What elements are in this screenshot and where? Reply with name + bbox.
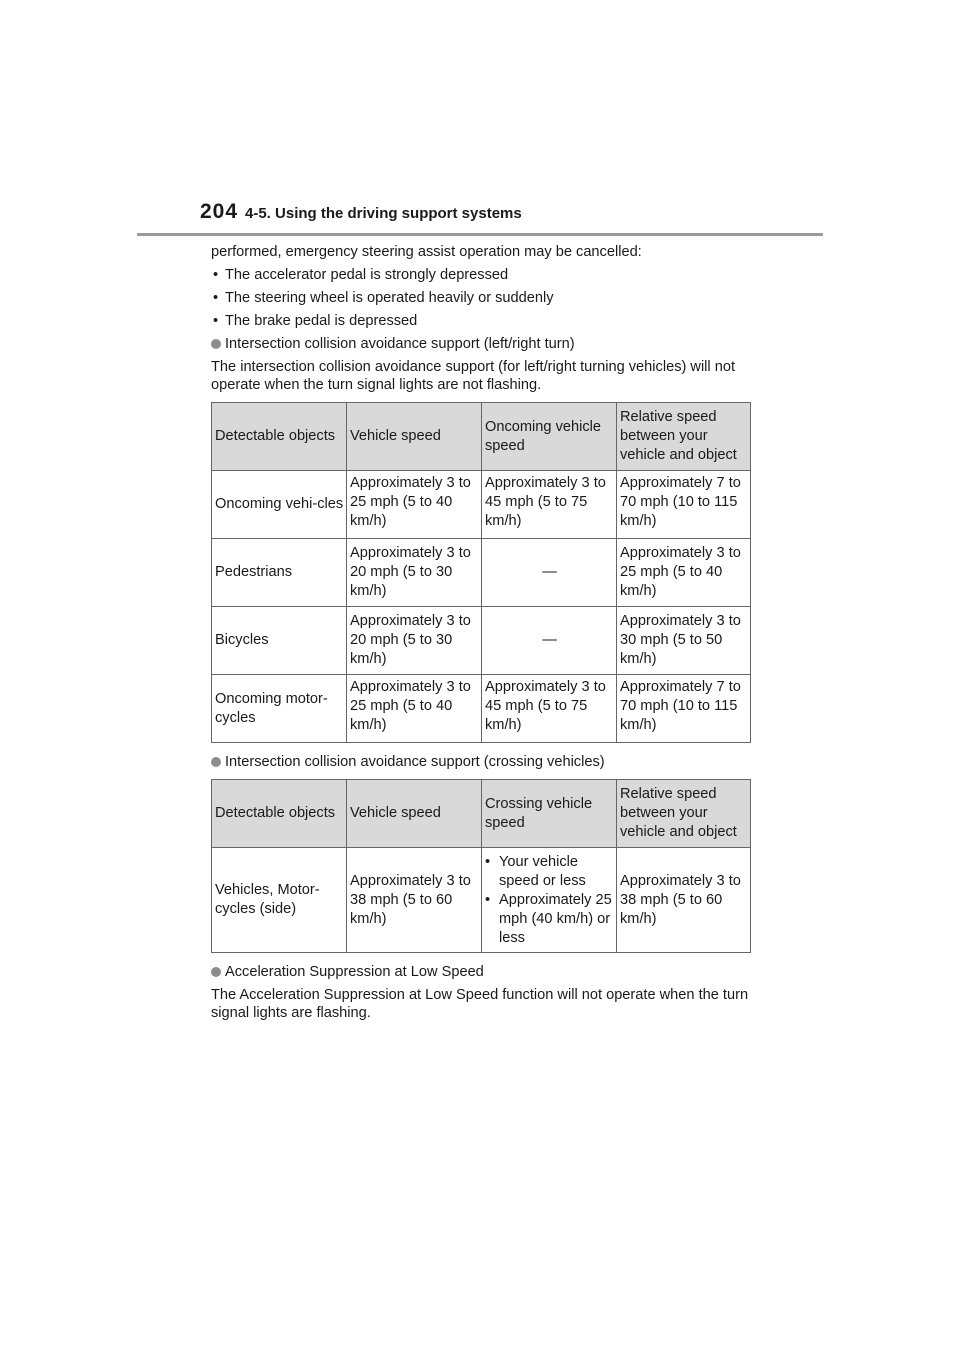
table-row (212, 848, 751, 953)
turn-support-table (211, 402, 751, 743)
bullet-icon: • (213, 290, 219, 306)
column-header: Crossing vehicle speed (482, 780, 617, 848)
list-item: • Approximately 25 mph (40 km/h) or less (485, 891, 614, 948)
table-cell: Approximately 3 to 38 mph (5 to 60 km/h) (617, 848, 751, 953)
column-header: Relative speed between your vehicle and object (617, 403, 751, 471)
section-heading-acceleration-suppression: Acceleration Suppression at Low Speed (211, 963, 751, 981)
table-cell: Approximately 3 to 20 mph (5 to 30 km/h) (347, 607, 482, 675)
column-header: Detectable objects (212, 780, 347, 848)
section-description: The intersection collision avoidance support (for left/right turning vehicles) will not operate when the turn signal lights are not flashing. (211, 359, 736, 393)
header-divider (137, 233, 823, 236)
table-cell: Approximately 3 to 45 mph (5 to 75 km/h) (482, 471, 617, 539)
circle-bullet-icon (211, 967, 221, 977)
table-header-row (212, 780, 751, 848)
list-item: • The brake pedal is depressed (213, 313, 418, 329)
section-heading-left-right-turn: Intersection collision avoidance support (left/right turn) (211, 335, 751, 353)
table-cell: — (482, 607, 617, 675)
section-title: 4-5. Using the driving support systems (245, 205, 522, 222)
table-cell: Approximately 3 to 30 mph (5 to 50 km/h) (617, 607, 751, 675)
section-description: The Acceleration Suppression at Low Speed function will not operate when the turn signal lights are flashing. (211, 987, 749, 1021)
list-item: • Your vehicle speed or less (485, 853, 614, 891)
table-row (212, 471, 751, 539)
section-heading-crossing-vehicles: Intersection collision avoidance support (crossing vehicles) (211, 753, 751, 771)
page-number: 204 (200, 200, 239, 223)
table-row (212, 675, 751, 743)
table-cell: Approximately 3 to 25 mph (5 to 40 km/h) (617, 539, 751, 607)
table-cell: Approximately 7 to 70 mph (10 to 115 km/h) (617, 675, 751, 743)
table-cell: Vehicles, Motor-cycles (side) (212, 848, 347, 953)
list-item: • The accelerator pedal is strongly depressed (213, 267, 509, 283)
table-cell: Approximately 3 to 25 mph (5 to 40 km/h) (347, 471, 482, 539)
table-cell: Approximately 3 to 45 mph (5 to 75 km/h) (482, 675, 617, 743)
continued-paragraph: performed, emergency steering assist operation may be cancelled: (211, 244, 642, 260)
page-header (200, 200, 822, 232)
table-row (212, 607, 751, 675)
table-cell: Approximately 7 to 70 mph (10 to 115 km/h) (617, 471, 751, 539)
column-header: Relative speed between your vehicle and object (617, 780, 751, 848)
list-item: • The steering wheel is operated heavily or suddenly (213, 290, 554, 306)
crossing-speed-list (485, 853, 614, 948)
table-cell: Pedestrians (212, 539, 347, 607)
table-cell: Bicycles (212, 607, 347, 675)
table-cell: Approximately 3 to 20 mph (5 to 30 km/h) (347, 539, 482, 607)
bullet-icon: • (213, 313, 219, 329)
table-cell: Oncoming vehi-cles (212, 471, 347, 539)
circle-bullet-icon (211, 339, 221, 349)
crossing-support-table (211, 779, 751, 953)
table-cell: Oncoming motor-cycles (212, 675, 347, 743)
page-content (211, 243, 751, 1027)
column-header: Vehicle speed (347, 403, 482, 471)
table-row (212, 539, 751, 607)
column-header: Vehicle speed (347, 780, 482, 848)
circle-bullet-icon (211, 757, 221, 767)
column-header: Detectable objects (212, 403, 347, 471)
table-cell: Approximately 3 to 25 mph (5 to 40 km/h) (347, 675, 482, 743)
table-cell: — (482, 539, 617, 607)
column-header: Oncoming vehicle speed (482, 403, 617, 471)
table-cell: Approximately 3 to 38 mph (5 to 60 km/h) (347, 848, 482, 953)
table-header-row (212, 403, 751, 471)
table-cell (482, 848, 617, 953)
bullet-icon: • (213, 267, 219, 283)
